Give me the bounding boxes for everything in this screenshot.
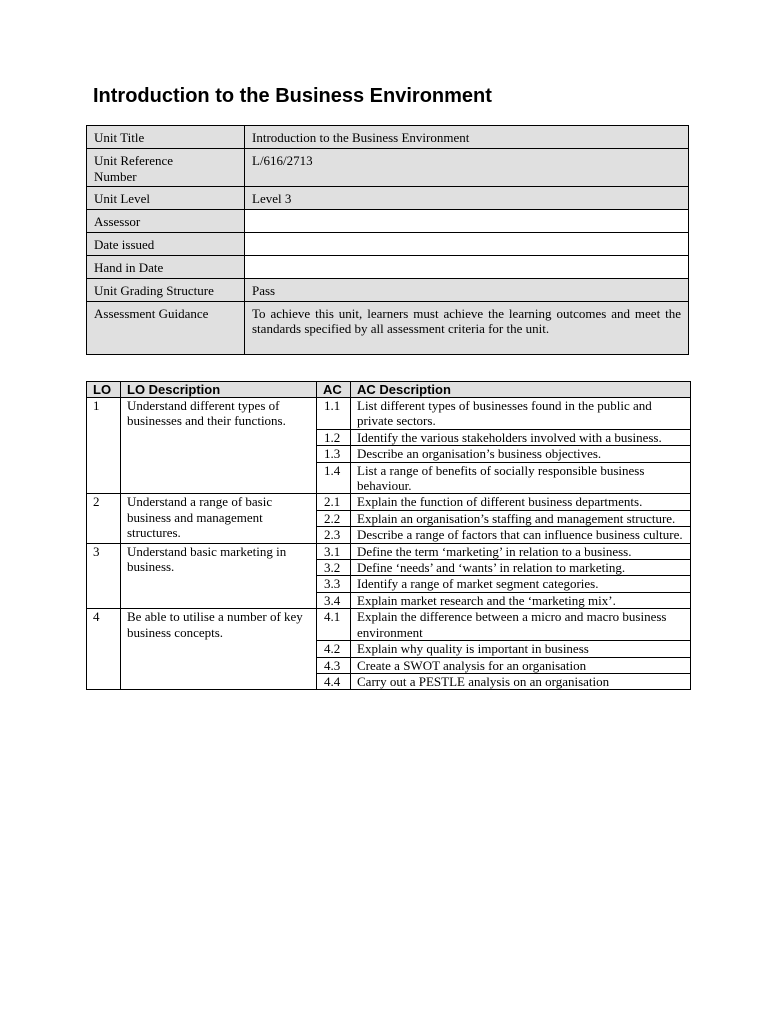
ac-description: Explain the function of different business departments.	[351, 494, 691, 510]
ac-number: 2.3	[317, 527, 351, 543]
unit-reference-label	[87, 149, 245, 187]
ac-description: Define ‘needs’ and ‘wants’ in relation to marketing.	[351, 560, 691, 576]
table-row	[87, 149, 689, 187]
lo-description: Understand basic marketing in business.	[121, 543, 317, 609]
ac-description: Define the term ‘marketing’ in relation to a business.	[351, 543, 691, 559]
lo-description: Be able to utilise a number of key business concepts.	[121, 609, 317, 690]
assessment-guidance-label: Assessment Guidance	[87, 301, 245, 354]
ac-description-header: AC Description	[351, 382, 691, 398]
ac-description: Explain market research and the ‘marketing mix’.	[351, 592, 691, 608]
lo-number: 2	[87, 494, 121, 543]
ac-number: 3.4	[317, 592, 351, 608]
grading-structure-value: Pass	[245, 279, 689, 302]
ac-description: Identify a range of market segment categories.	[351, 576, 691, 592]
ac-number: 4.1	[317, 609, 351, 641]
date-issued-field[interactable]	[245, 233, 689, 256]
table-row	[87, 210, 689, 233]
ac-number: 4.3	[317, 657, 351, 673]
hand-in-date-field[interactable]	[245, 256, 689, 279]
ac-description: Describe a range of factors that can influence business culture.	[351, 527, 691, 543]
ac-description: Identify the various stakeholders involved with a business.	[351, 429, 691, 445]
table-row	[87, 494, 691, 510]
table-row	[87, 301, 689, 354]
ac-description: Create a SWOT analysis for an organisation	[351, 657, 691, 673]
unit-title-label: Unit Title	[87, 126, 245, 149]
lo-number: 1	[87, 398, 121, 494]
unit-reference-value: L/616/2713	[245, 149, 689, 187]
learning-outcomes-table	[86, 381, 691, 690]
ac-number: 2.1	[317, 494, 351, 510]
header-row	[87, 382, 691, 398]
unit-title-value: Introduction to the Business Environment	[245, 126, 689, 149]
ac-header: AC	[317, 382, 351, 398]
ac-description: Explain the difference between a micro and macro business environment	[351, 609, 691, 641]
ac-number: 3.2	[317, 560, 351, 576]
ac-description: Describe an organisation’s business objectives.	[351, 446, 691, 462]
ac-description: List different types of businesses found in the public and private sectors.	[351, 398, 691, 430]
ac-number: 4.4	[317, 673, 351, 689]
page-title: Introduction to the Business Environment	[93, 85, 492, 107]
table-row	[87, 233, 689, 256]
ac-number: 3.1	[317, 543, 351, 559]
table-row	[87, 279, 689, 302]
ac-number: 1.3	[317, 446, 351, 462]
ac-description: Explain why quality is important in business	[351, 641, 691, 657]
unit-info-table	[86, 125, 689, 355]
unit-level-value: Level 3	[245, 187, 689, 210]
lo-number: 3	[87, 543, 121, 609]
ac-number: 4.2	[317, 641, 351, 657]
lo-number: 4	[87, 609, 121, 690]
date-issued-label: Date issued	[87, 233, 245, 256]
unit-level-label: Unit Level	[87, 187, 245, 210]
table-row	[87, 187, 689, 210]
ac-number: 2.2	[317, 510, 351, 526]
assessor-label: Assessor	[87, 210, 245, 233]
lo-header: LO	[87, 382, 121, 398]
assessment-guidance-value: To achieve this unit, learners must achieve the learning outcomes and meet the standards specified by all assessment criteria for the unit.	[245, 301, 689, 354]
table-row	[87, 126, 689, 149]
lo-description: Understand different types of businesses and their functions.	[121, 398, 317, 494]
ac-number: 3.3	[317, 576, 351, 592]
grading-structure-label: Unit Grading Structure	[87, 279, 245, 302]
table-row	[87, 398, 691, 430]
ac-description: Explain an organisation’s staffing and management structure.	[351, 510, 691, 526]
assessor-field[interactable]	[245, 210, 689, 233]
hand-in-date-label: Hand in Date	[87, 256, 245, 279]
lo-description: Understand a range of basic business and management structures.	[121, 494, 317, 543]
ac-description: List a range of benefits of socially responsible business behaviour.	[351, 462, 691, 494]
table-row	[87, 543, 691, 559]
table-row	[87, 256, 689, 279]
ac-number: 1.2	[317, 429, 351, 445]
ac-number: 1.1	[317, 398, 351, 430]
ac-number: 1.4	[317, 462, 351, 494]
lo-description-header: LO Description	[121, 382, 317, 398]
unit-reference-label-text: Unit Reference Number	[94, 153, 174, 184]
ac-description: Carry out a PESTLE analysis on an organisation	[351, 673, 691, 689]
table-row	[87, 609, 691, 641]
